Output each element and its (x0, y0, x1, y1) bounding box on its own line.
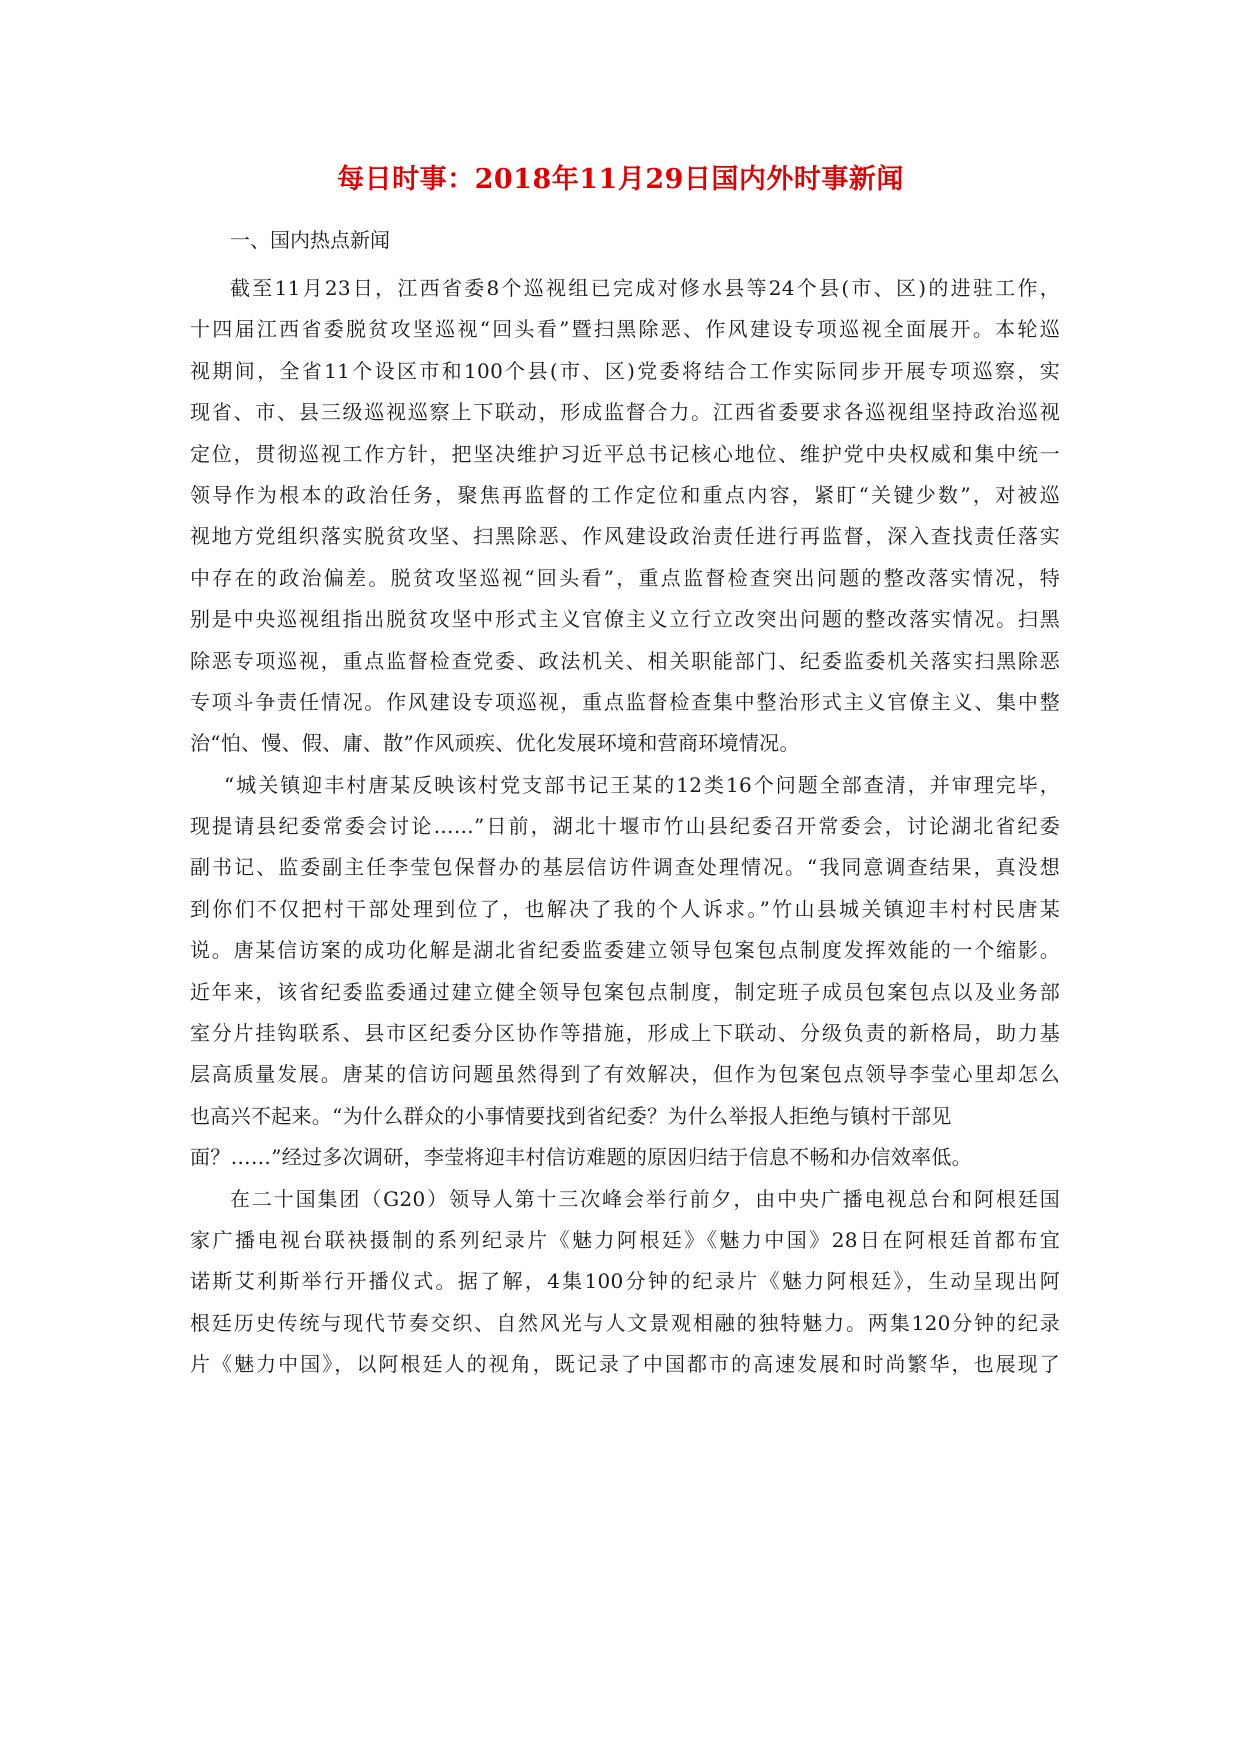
text-line: 室分片挂钩联系、县市区纪委分区协作等措施，形成上下联动、分级负责的新格局，助力基 (190, 1021, 1060, 1046)
text-line: 家广播电视台联袂摄制的系列纪录片《魅力阿根廷》《魅力中国》28日在阿根廷首都布宜 (190, 1227, 1060, 1252)
text-line: 片《魅力中国》，以阿根廷人的视角，既记录了中国都市的高速发展和时尚繁华，也展现了 (190, 1352, 1060, 1377)
text-line: 视期间，全省11个设区市和100个县(市、区)党委将结合工作实际同步开展专项巡察，实 (190, 358, 1060, 383)
paragraph-g20-documentary (190, 1179, 1060, 1386)
text-line: 说。唐某信访案的成功化解是湖北省纪委监委建立领导包案包点制度发挥效能的一个缩影。 (190, 938, 1060, 963)
document-body (190, 268, 1060, 1386)
text-line: 定位，贯彻巡视工作方针，把坚决维护习近平总书记核心地位、维护党中央权威和集中统一 (190, 441, 1060, 466)
text-line: 除恶专项巡视，重点监督检查党委、政法机关、相关职能部门、纪委监委机关落实扫黑除恶 (190, 648, 1060, 673)
paragraph-jiangxi-inspection (190, 268, 1060, 765)
text-line: “城关镇迎丰村唐某反映该村党支部书记王某的12类16个问题全部查清，并审理完毕， (224, 772, 1060, 797)
text-line: 中存在的政治偏差。脱贫攻坚巡视“回头看”，重点监督检查突出问题的整改落实情况，特 (190, 565, 1060, 590)
paragraph-hubei-petition (190, 765, 1060, 1179)
text-line: 也高兴不起来。“为什么群众的小事情要找到省纪委？为什么举报人拒绝与镇村干部见 (190, 1103, 952, 1128)
text-line: 到你们不仅把村干部处理到位了，也解决了我的个人诉求。”竹山县城关镇迎丰村村民唐某 (190, 896, 1060, 921)
text-line: 现提请县纪委常委会讨论……”日前，湖北十堰市竹山县纪委召开常委会，讨论湖北省纪委 (190, 814, 1060, 839)
text-line: 在二十国集团（G20）领导人第十三次峰会举行前夕，由中央广播电视总台和阿根廷国 (230, 1186, 1060, 1211)
text-line: 截至11月23日，江西省委8个巡视组已完成对修水县等24个县(市、区)的进驻工作， (230, 276, 1060, 300)
text-line: 层高质量发展。唐某的信访问题虽然得到了有效解决，但作为包案包点领导李莹心里却怎么 (190, 1062, 1060, 1087)
text-line: 十四届江西省委脱贫攻坚巡视“回头看”暨扫黑除恶、作风建设专项巡视全面展开。本轮巡 (190, 317, 1060, 342)
text-line: 根廷历史传统与现代节奏交织、自然风光与人文景观相融的独特魅力。两集120分钟的纪录 (190, 1310, 1060, 1335)
text-line: 面？……”经过多次调研，李莹将迎丰村信访难题的原因归结于信息不畅和办信效率低。 (190, 1145, 972, 1170)
section-heading: 一、国内热点新闻 (230, 228, 390, 252)
text-line: 专项斗争责任情况。作风建设专项巡视，重点监督检查集中整治形式主义官僚主义、集中整 (190, 689, 1060, 714)
text-line: 副书记、监委副主任李莹包保督办的基层信访件调查处理情况。“我同意调查结果，真没想 (190, 855, 1060, 880)
text-line: 领导作为根本的政治任务，聚焦再监督的工作定位和重点内容，紧盯“关键少数”，对被巡 (190, 482, 1060, 507)
document-title: 每日时事：2018年11月29日国内外时事新闻 (337, 164, 904, 195)
text-line: 诺斯艾利斯举行开播仪式。据了解，4集100分钟的纪录片《魅力阿根廷》，生动呈现出阿 (190, 1269, 1060, 1294)
text-line: 视地方党组织落实脱贫攻坚、扫黑除恶、作风建设政治责任进行再监督，深入查找责任落实 (190, 524, 1060, 549)
text-line: 现省、市、县三级巡视巡察上下联动，形成监督合力。江西省委要求各巡视组坚持政治巡视 (190, 400, 1060, 425)
text-line: 治“怕、慢、假、庸、散”作风顽疾、优化发展环境和营商环境情况。 (190, 731, 800, 756)
text-line: 别是中央巡视组指出脱贫攻坚中形式主义官僚主义立行立改突出问题的整改落实情况。扫黑 (190, 607, 1060, 632)
text-line: 近年来，该省纪委监委通过建立健全领导包案包点制度，制定班子成员包案包点以及业务部 (190, 979, 1060, 1004)
